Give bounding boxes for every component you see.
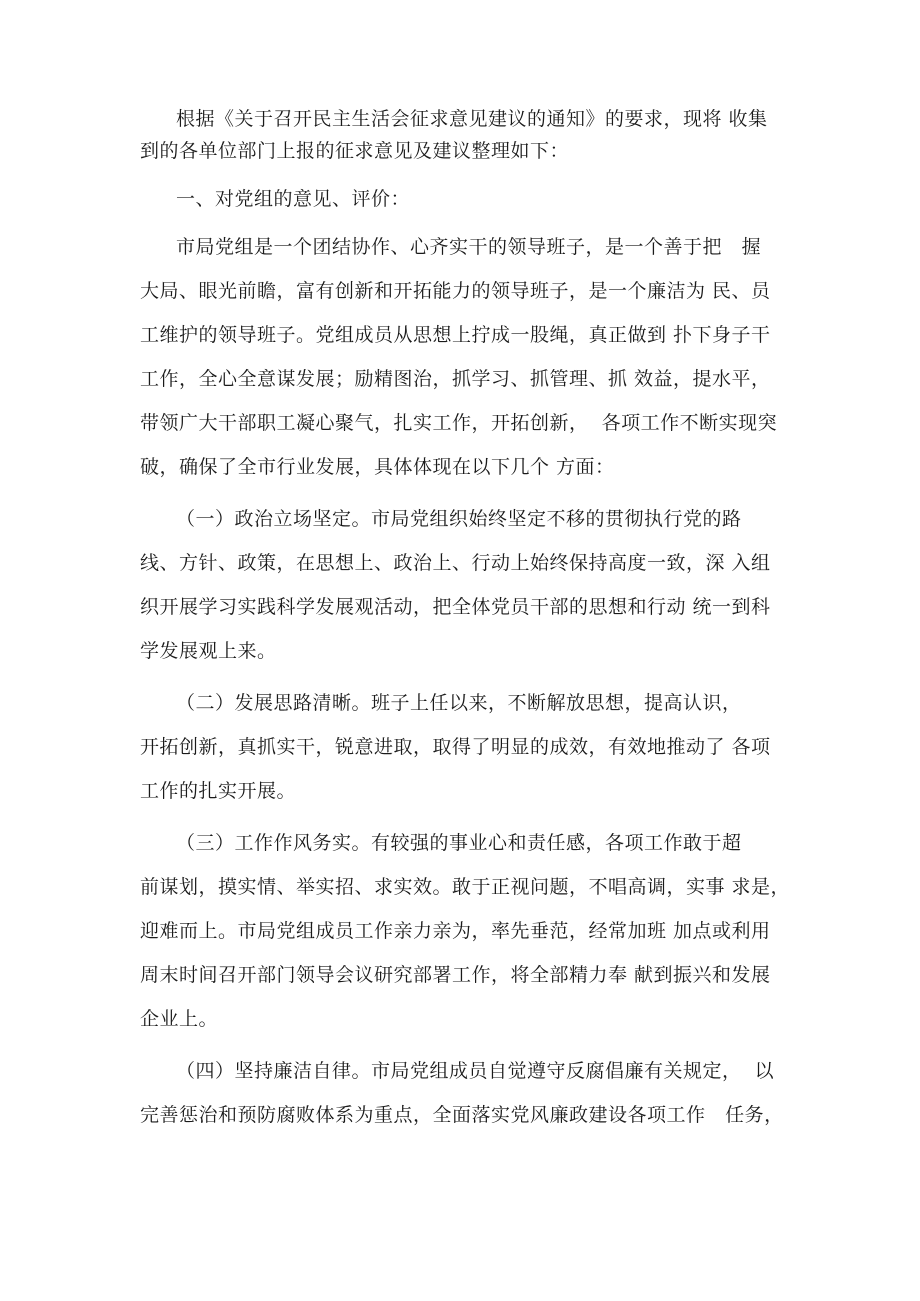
paragraph-line: 市局党组是一个团结协作、心齐实干的领导班子，是一个善于把 握 (176, 236, 762, 258)
paragraph-line: 工作，全心全意谋发展；励精图治，抓学习、抓管理、抓 效益，提水平， (140, 368, 771, 390)
paragraph-line: 织开展学习实践科学发展观活动，把全体党员干部的思想和行动 统一到科 (140, 596, 771, 618)
subsection-1-line: （一）政治立场坚定。市局党组织始终坚定不移的贯彻执行党的路 (176, 508, 742, 530)
section-heading: 一、对党组的意见、评价： (176, 188, 411, 210)
paragraph-line: 带领广大干部职工凝心聚气，扎实工作，开拓创新， 各项工作不断实现突 (140, 412, 778, 434)
paragraph-line: 开拓创新，真抓实干，锐意进取，取得了明显的成效，有效地推动了 各项 (140, 736, 771, 758)
paragraph-line: 大局、眼光前瞻，富有创新和开拓能力的领导班子，是一个廉洁为 民、员 (140, 280, 771, 302)
paragraph-intro-line-2: 到的各单位部门上报的征求意见及建议整理如下： (140, 140, 570, 162)
subsection-4-line: （四）坚持廉洁自律。市局党组成员自觉遵守反腐倡廉有关规定， 以 (176, 1060, 775, 1082)
paragraph-line: 线、方针、政策，在思想上、政治上、行动上始终保持高度一致，深 入组 (140, 552, 771, 574)
paragraph-line: 工维护的领导班子。党组成员从思想上拧成一股绳，真正做到 扑下身子干 (140, 324, 771, 346)
paragraph-intro-line-1: 根据《关于召开民主生活会征求意见建议的通知》的要求，现将 收集 (176, 108, 768, 130)
paragraph-line: 工作的扎实开展。 (140, 780, 297, 802)
paragraph-line: 前谋划，摸实情、举实招、求实效。敢于正视问题，不唱高调，实事 求是， (140, 876, 791, 898)
subsection-2-line: （二）发展思路清晰。班子上任以来，不断解放思想，提高认识， (176, 692, 742, 714)
paragraph-line: 企业上。 (140, 1008, 219, 1030)
paragraph-line: 周末时间召开部门领导会议研究部署工作，将全部精力奉 献到振兴和发展 (140, 964, 771, 986)
paragraph-line: 迎难而上。市局党组成员工作亲力亲为，率先垂范，经常加班 加点或利用 (140, 920, 771, 942)
subsection-3-line: （三）工作作风务实。有较强的事业心和责任感，各项工作敢于超 (176, 832, 742, 854)
paragraph-line: 破，确保了全市行业发展，具体体现在以下几个 方面： (140, 456, 615, 478)
paragraph-line: 完善惩治和预防腐败体系为重点，全面落实党风廉政建设各项工作 任务， (140, 1104, 784, 1126)
paragraph-line: 学发展观上来。 (140, 640, 277, 662)
